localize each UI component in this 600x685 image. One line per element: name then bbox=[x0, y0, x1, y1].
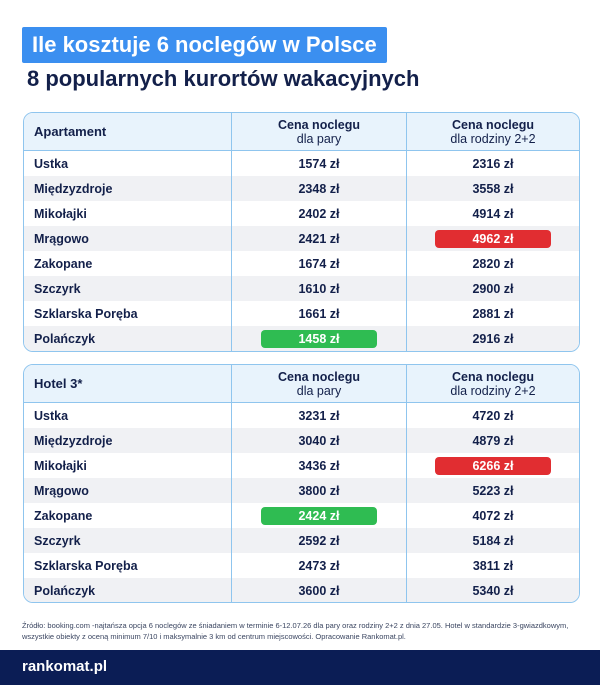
price-pair-value: 3800 zł bbox=[298, 483, 340, 498]
table-row bbox=[24, 553, 579, 578]
table-row bbox=[24, 151, 579, 176]
table-row bbox=[24, 503, 579, 528]
price-pair bbox=[231, 326, 406, 351]
source-line-2: wszystkie obiekty z oceną minimum 7/10 i maksymalnie 3 km od centrum miejscowości. Opracowanie Rankomat.pl. bbox=[22, 632, 406, 641]
price-pair-value: 2421 zł bbox=[298, 231, 340, 246]
col-family-title: Cena noclegu bbox=[452, 369, 534, 384]
price-pair bbox=[231, 201, 406, 226]
table-row bbox=[24, 201, 579, 226]
price-family-value: 4914 zł bbox=[472, 206, 514, 221]
price-family-value: 3811 zł bbox=[472, 558, 514, 573]
price-pair bbox=[231, 528, 406, 553]
source-line-1: Źródło: booking.com -najtańsza opcja 6 noclegów ze śniadaniem w terminie 6-12.07.26 dla pary oraz rodziny 2+2 z dnia 27.05. Hotel w standardzie 3-gwiazdkowym, bbox=[22, 621, 569, 630]
price-pair bbox=[231, 553, 406, 578]
price-family-value: 5184 zł bbox=[472, 533, 514, 548]
apartment-label: Apartament bbox=[34, 124, 107, 139]
city-name: Mrągowo bbox=[34, 231, 89, 246]
city-name: Zakopane bbox=[34, 508, 93, 523]
price-pair-value: 2402 zł bbox=[298, 206, 340, 221]
price-family-value: 5223 zł bbox=[472, 483, 514, 498]
price-family-value: 2900 zł bbox=[472, 281, 514, 296]
price-family bbox=[406, 503, 579, 528]
city-name: Ustka bbox=[34, 156, 69, 171]
price-family bbox=[406, 301, 579, 326]
hotel-table bbox=[23, 364, 580, 603]
col-pair-sub: dla pary bbox=[296, 131, 342, 146]
table-row bbox=[24, 326, 579, 351]
price-pair-value: 1574 zł bbox=[298, 156, 340, 171]
price-family-value: 2916 zł bbox=[472, 331, 514, 346]
price-pair bbox=[231, 578, 406, 603]
col-family-title: Cena noclegu bbox=[452, 117, 534, 132]
city-name: Międzyzdroje bbox=[34, 181, 113, 196]
price-pair-value: 1674 zł bbox=[298, 256, 340, 271]
price-family bbox=[406, 176, 579, 201]
price-family bbox=[406, 251, 579, 276]
col-family-header bbox=[406, 113, 579, 150]
price-family bbox=[406, 326, 579, 351]
price-pair bbox=[231, 251, 406, 276]
price-pair bbox=[231, 453, 406, 478]
price-family-value: 4879 zł bbox=[472, 433, 514, 448]
city-name: Szklarska Poręba bbox=[34, 306, 138, 321]
price-pair bbox=[231, 301, 406, 326]
price-family bbox=[406, 403, 579, 428]
price-family-value: 5340 zł bbox=[472, 583, 514, 598]
price-family-value: 2820 zł bbox=[472, 256, 514, 271]
price-family-value: 2881 zł bbox=[472, 306, 514, 321]
price-family bbox=[406, 201, 579, 226]
price-family-value: 2316 zł bbox=[472, 156, 514, 171]
price-family-value: 4072 zł bbox=[472, 508, 514, 523]
page-title: Ile kosztuje 6 noclegów w Polsce bbox=[22, 27, 387, 63]
apartment-table bbox=[23, 112, 580, 352]
price-pair bbox=[231, 478, 406, 503]
hotel-label: Hotel 3* bbox=[34, 376, 83, 391]
city-name: Szklarska Poręba bbox=[34, 558, 138, 573]
city-name: Szczyrk bbox=[34, 533, 81, 548]
price-pair-value: 2473 zł bbox=[298, 558, 340, 573]
city-name: Mikołajki bbox=[34, 458, 87, 473]
table-row bbox=[24, 403, 579, 428]
col-pair-sub: dla pary bbox=[296, 383, 342, 398]
city-name: Mrągowo bbox=[34, 483, 89, 498]
col-pair-header bbox=[231, 365, 406, 402]
page-subtitle: 8 popularnych kurortów wakacyjnych bbox=[27, 66, 420, 91]
price-pair bbox=[231, 503, 406, 528]
col-pair-title: Cena noclegu bbox=[278, 117, 360, 132]
price-pair-value: 3231 zł bbox=[298, 408, 340, 423]
city-name: Polańczyk bbox=[34, 331, 96, 346]
min-price-badge: 1458 zł bbox=[261, 330, 377, 348]
table-row bbox=[24, 453, 579, 478]
table-row bbox=[24, 428, 579, 453]
apartment-table-header bbox=[24, 113, 579, 151]
price-family bbox=[406, 276, 579, 301]
max-price-badge: 4962 zł bbox=[435, 230, 551, 248]
price-pair bbox=[231, 151, 406, 176]
price-family bbox=[406, 578, 579, 603]
table-row bbox=[24, 251, 579, 276]
city-name: Zakopane bbox=[34, 256, 93, 271]
source-note bbox=[22, 620, 582, 642]
price-pair bbox=[231, 428, 406, 453]
price-family bbox=[406, 428, 579, 453]
price-pair bbox=[231, 226, 406, 251]
price-pair-value: 3040 zł bbox=[298, 433, 340, 448]
min-price-badge: 2424 zł bbox=[261, 507, 377, 525]
price-pair-value: 3600 zł bbox=[298, 583, 340, 598]
price-family-value: 4720 zł bbox=[472, 408, 514, 423]
price-pair-value: 1610 zł bbox=[298, 281, 340, 296]
price-family bbox=[406, 453, 579, 478]
table-row bbox=[24, 226, 579, 251]
price-family bbox=[406, 553, 579, 578]
table-row bbox=[24, 176, 579, 201]
table-row bbox=[24, 528, 579, 553]
col-family-header bbox=[406, 365, 579, 402]
price-family bbox=[406, 226, 579, 251]
price-pair-value: 2592 zł bbox=[298, 533, 340, 548]
price-pair bbox=[231, 176, 406, 201]
col-pair-title: Cena noclegu bbox=[278, 369, 360, 384]
price-pair bbox=[231, 276, 406, 301]
city-name: Mikołajki bbox=[34, 206, 87, 221]
price-family bbox=[406, 151, 579, 176]
table-row bbox=[24, 276, 579, 301]
price-pair-value: 2348 zł bbox=[298, 181, 340, 196]
price-family bbox=[406, 478, 579, 503]
rankomat-logo: rankomat.pl bbox=[22, 658, 108, 675]
table-row bbox=[24, 578, 579, 603]
col-family-sub: dla rodziny 2+2 bbox=[450, 131, 536, 146]
hotel-table-header bbox=[24, 365, 579, 403]
price-pair-value: 3436 zł bbox=[298, 458, 340, 473]
price-pair bbox=[231, 403, 406, 428]
city-name: Szczyrk bbox=[34, 281, 81, 296]
col-family-sub: dla rodziny 2+2 bbox=[450, 383, 536, 398]
table-row bbox=[24, 301, 579, 326]
price-family bbox=[406, 528, 579, 553]
max-price-badge: 6266 zł bbox=[435, 457, 551, 475]
city-name: Międzyzdroje bbox=[34, 433, 113, 448]
city-name: Ustka bbox=[34, 408, 69, 423]
city-name: Polańczyk bbox=[34, 583, 96, 598]
price-family-value: 3558 zł bbox=[472, 181, 514, 196]
price-pair-value: 1661 zł bbox=[298, 306, 340, 321]
col-pair-header bbox=[231, 113, 406, 150]
footer-bar bbox=[0, 650, 600, 685]
table-row bbox=[24, 478, 579, 503]
